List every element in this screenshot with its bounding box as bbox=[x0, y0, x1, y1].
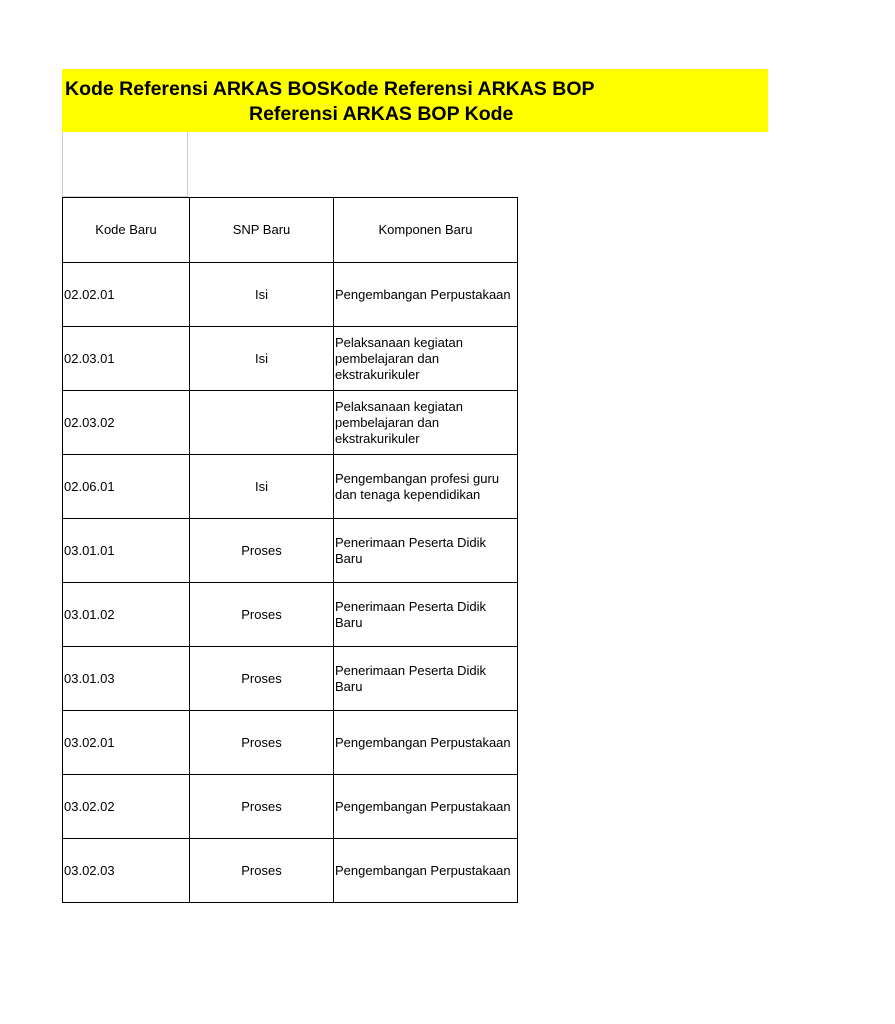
komponen-baru-cell[interactable]: Pelaksanaan kegiatan pembelajaran dan ekstrakurikuler bbox=[334, 391, 518, 455]
kode-baru-cell[interactable]: 03.01.03 bbox=[63, 647, 190, 711]
header-row bbox=[63, 198, 518, 263]
komponen-baru-cell[interactable]: Penerimaan Peserta Didik Baru bbox=[334, 519, 518, 583]
komponen-baru-cell[interactable]: Pengembangan Perpustakaan bbox=[334, 711, 518, 775]
snp-baru-cell[interactable]: Proses bbox=[190, 583, 334, 647]
kode-baru-cell[interactable]: 02.03.01 bbox=[63, 327, 190, 391]
empty-cell[interactable] bbox=[62, 132, 188, 197]
komponen-baru-cell[interactable]: Penerimaan Peserta Didik Baru bbox=[334, 647, 518, 711]
kode-baru-cell[interactable]: 03.01.02 bbox=[63, 583, 190, 647]
kode-baru-cell[interactable]: 03.02.01 bbox=[63, 711, 190, 775]
table-row bbox=[63, 519, 518, 583]
komponen-baru-cell[interactable]: Pelaksanaan kegiatan pembelajaran dan ekstrakurikuler bbox=[334, 327, 518, 391]
snp-baru-cell[interactable]: Isi bbox=[190, 455, 334, 519]
title-cell[interactable] bbox=[62, 69, 595, 132]
kode-baru-cell[interactable]: 03.02.03 bbox=[63, 839, 190, 903]
header-snp-baru[interactable]: SNP Baru bbox=[190, 198, 334, 263]
table-row bbox=[63, 455, 518, 519]
snp-baru-cell[interactable]: Proses bbox=[190, 775, 334, 839]
table-row bbox=[63, 775, 518, 839]
sheet-title-line-1: Kode Referensi ARKAS BOSKode Referensi ARKAS BOP bbox=[65, 78, 595, 100]
komponen-baru-cell[interactable]: Pengembangan Perpustakaan bbox=[334, 263, 518, 327]
snp-baru-cell[interactable]: Proses bbox=[190, 519, 334, 583]
snp-baru-cell[interactable]: Isi bbox=[190, 263, 334, 327]
table-row bbox=[63, 839, 518, 903]
table-row bbox=[63, 391, 518, 455]
kode-baru-cell[interactable]: 02.06.01 bbox=[63, 455, 190, 519]
kode-baru-cell[interactable]: 03.02.02 bbox=[63, 775, 190, 839]
sheet-title bbox=[65, 77, 895, 127]
kode-baru-cell[interactable]: 03.01.01 bbox=[63, 519, 190, 583]
table-row bbox=[63, 583, 518, 647]
snp-baru-cell[interactable]: Proses bbox=[190, 711, 334, 775]
table-row bbox=[63, 711, 518, 775]
komponen-baru-cell[interactable]: Pengembangan profesi guru dan tenaga kependidikan bbox=[334, 455, 518, 519]
komponen-baru-cell[interactable]: Pengembangan Perpustakaan bbox=[334, 839, 518, 903]
snp-baru-cell[interactable]: Proses bbox=[190, 839, 334, 903]
table-row bbox=[63, 647, 518, 711]
header-kode-baru[interactable]: Kode Baru bbox=[63, 198, 190, 263]
snp-baru-cell[interactable]: Isi bbox=[190, 327, 334, 391]
title-banner bbox=[62, 69, 768, 132]
table-row bbox=[63, 327, 518, 391]
snp-baru-cell[interactable]: Proses bbox=[190, 647, 334, 711]
reference-table bbox=[62, 197, 518, 903]
komponen-baru-cell[interactable]: Pengembangan Perpustakaan bbox=[334, 775, 518, 839]
komponen-baru-cell[interactable]: Penerimaan Peserta Didik Baru bbox=[334, 583, 518, 647]
table-row bbox=[63, 263, 518, 327]
kode-baru-cell[interactable]: 02.02.01 bbox=[63, 263, 190, 327]
snp-baru-cell[interactable] bbox=[190, 391, 334, 455]
kode-baru-cell[interactable]: 02.03.02 bbox=[63, 391, 190, 455]
sheet-title-line-2: Referensi ARKAS BOP Kode bbox=[249, 103, 514, 125]
header-komponen-baru[interactable]: Komponen Baru bbox=[334, 198, 518, 263]
